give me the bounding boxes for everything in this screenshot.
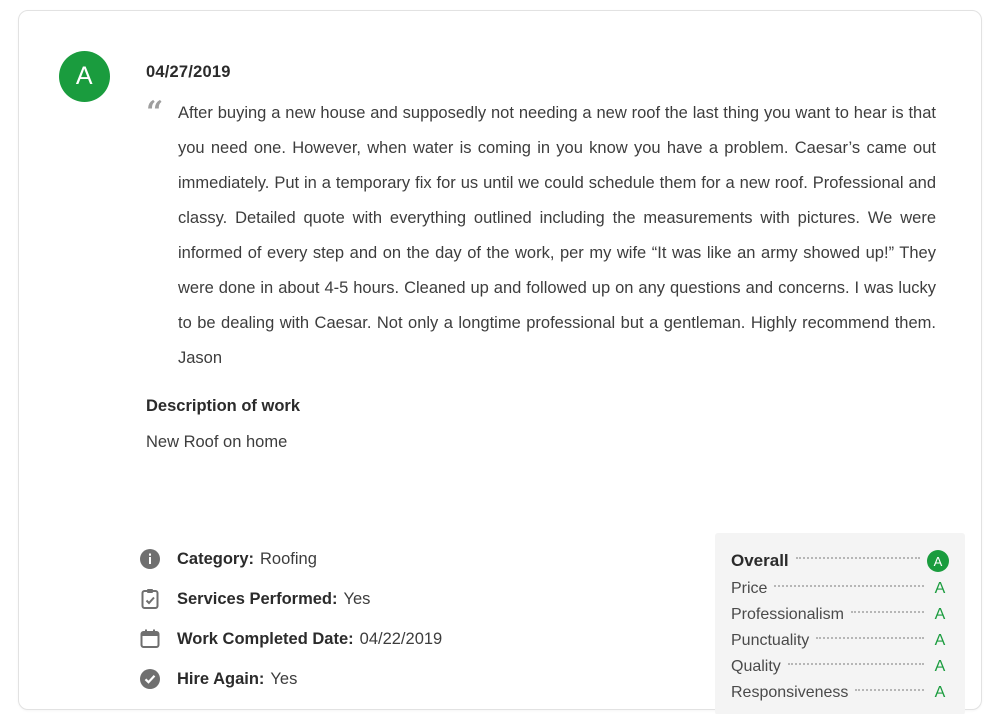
dot-leader [816, 637, 924, 639]
dot-leader [855, 689, 924, 691]
grade-row-quality [731, 654, 949, 680]
check-circle-icon [135, 664, 165, 694]
grade-value: A [934, 580, 946, 597]
meta-value: Roofing [260, 549, 317, 568]
description-text: New Roof on home [146, 433, 288, 451]
meta-label: Services Performed: [177, 589, 338, 608]
grade-label: Overall [731, 551, 789, 570]
grade-row-responsiveness [731, 680, 949, 706]
grade-value: A [934, 606, 946, 623]
meta-label: Hire Again: [177, 669, 265, 688]
calendar-icon [135, 624, 165, 654]
dot-leader [796, 557, 920, 559]
grade-value: A [934, 632, 946, 649]
dot-leader [851, 611, 924, 613]
grade-label: Professionalism [731, 606, 844, 623]
grade-value: A [934, 658, 946, 675]
review-body-text: After buying a new house and supposedly not needing a new roof the last thing you want to hear is that you need one. However, when water is coming in you know you have a problem. Caesar’s came out immediately. Put in a temporary fix for us until we could schedule them for a new roof. Professional and classy. Detailed quote with everything outlined including the measurements with pictures. We were informed of every step and on the day of the work, per my wife “It was like an army showed up!” They were done in about 4-5 hours. Cleaned up and followed up on any questions and concerns. I was lucky to be dealing with Caesar. Not only a longtime professional but a gentleman. Highly recommend them. Jason [178, 104, 936, 367]
grade-row-overall [731, 546, 949, 576]
grade-badge: A [927, 550, 949, 572]
grade-row-professionalism [731, 602, 949, 628]
meta-row-services-performed [135, 579, 695, 619]
meta-value: 04/22/2019 [359, 629, 443, 648]
grade-label: Punctuality [731, 632, 810, 649]
quote-icon: “ [146, 95, 164, 130]
review-card [18, 10, 982, 710]
dot-leader [788, 663, 924, 665]
grade-label: Quality [731, 658, 781, 675]
grade-row-punctuality [731, 628, 949, 654]
meta-row-category [135, 539, 695, 579]
meta-row-hire-again [135, 659, 695, 699]
grade-row-price [731, 576, 949, 602]
avatar: A [59, 51, 110, 102]
meta-value: Yes [270, 669, 298, 688]
grade-label: Price [731, 580, 768, 597]
review-content [146, 63, 936, 452]
description-heading: Description of work [146, 397, 301, 415]
meta-row-work-completed-date [135, 619, 695, 659]
review-text-block [146, 96, 936, 376]
grade-value: A [934, 684, 946, 701]
info-icon [135, 544, 165, 574]
meta-label: Category: [177, 549, 255, 568]
grade-label: Responsiveness [731, 684, 849, 701]
dot-leader [774, 585, 924, 587]
meta-value: Yes [343, 589, 371, 608]
clipboard-check-icon [135, 584, 165, 614]
meta-label: Work Completed Date: [177, 629, 354, 648]
grades-panel [715, 533, 965, 714]
review-date: 04/27/2019 [146, 63, 231, 81]
meta-list [135, 539, 695, 699]
